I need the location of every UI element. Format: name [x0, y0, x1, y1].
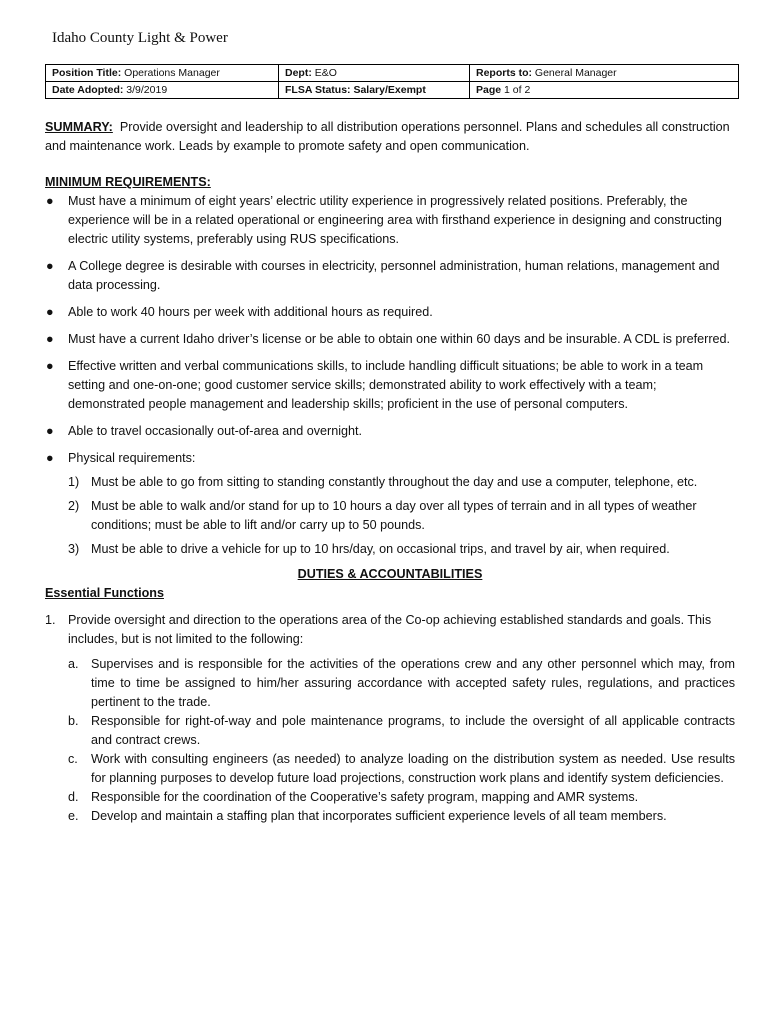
company-name: Idaho County Light & Power	[52, 30, 228, 46]
duties-title: DUTIES & ACCOUNTABILITIES	[297, 567, 483, 581]
list-item: c. Work with consulting engineers (as needed) to analyze loading on the distribution system as needed. Use results for planning purposes to develop future load projections, construction work plans and identify system deficiencies.	[68, 752, 735, 785]
date-adopted-value: 3/9/2019	[126, 84, 168, 96]
bullet-icon: ●	[46, 194, 54, 208]
list-item: a. Supervises and is responsible for the activities of the operations crew and any other personnel which may, from time to time be assigned to him/her assuring accordance with accepted safety rules, regulations, and practices pertinent to the trade.	[68, 657, 735, 709]
list-item: b. Responsible for right-of-way and pole maintenance programs, to include the oversight of all applicable contracts and contract crews.	[68, 714, 735, 747]
list-item: ● Able to work 40 hours per week with additional hours as required.	[45, 303, 735, 322]
flsa-status-cell: FLSA Status: Salary/Exempt	[279, 82, 470, 99]
duty-item-1: 1. Provide oversight and direction to the operations area of the Co-op achieving established standards and goals. This includes, but is not limited to the following: a. Supervises and is responsible for the activities of the operations crew and any other personnel which may, from time to time be assigned to him/her assuring accordance with accepted safety rules, regulations, and practices pertinent to the trade. b. Responsible for right-of-way and pole maintenance programs, to include the oversight of all applicable contracts and contract crews. c. Work with consulting engineers (as needed) to analyze loading on the distribution system as needed. Use results for planning purposes to develop future load projections, construction work plans and identify system deficiencies. d. Responsible for the coordination of the Cooperative’s safety program, mapping and AMR systems. e. Develop and maintain a staffing plan that incorporates sufficient experience levels of all team members.	[45, 611, 735, 826]
list-item: ● Must have a minimum of eight years’ electric utility experience in progressively related positions. Preferably, the experience will be in a related operational or engineering area with firsthand experience in designing and constructing electric utility systems, preferably using RUS specifications.	[46, 194, 722, 246]
page-number-value: 1 of 2	[504, 84, 531, 96]
bullet-icon: ●	[46, 451, 54, 465]
reports-to-value: General Manager	[534, 67, 617, 79]
bullet-icon: ●	[46, 259, 54, 273]
document-body	[45, 118, 735, 826]
bullet-icon: ●	[46, 332, 54, 346]
summary-label: SUMMARY:	[45, 120, 113, 134]
page-number-cell: Page 1 of 2	[470, 82, 739, 99]
header-row-1	[46, 65, 739, 82]
requirements-list	[45, 192, 735, 559]
summary-text: Provide oversight and leadership to all distribution operations personnel. Plans and schedules all construction and maintenance work. Leads by example to promote safety and open communication.	[45, 120, 730, 153]
list-item: ● Effective written and verbal communications skills, to include handling difficult situations; be able to work in a team setting and one-on-one; good customer service skills; demonstrated ability to work effectively with a team; demonstrated people management and leadership skills; proficient in the use of personal computers.	[46, 359, 704, 411]
list-item: ● A College degree is desirable with courses in electricity, personnel administration, human relations, management and data processing.	[46, 259, 720, 292]
list-item: d. Responsible for the coordination of the Cooperative’s safety program, mapping and AMR systems.	[68, 790, 639, 804]
physical-requirements-list	[68, 473, 735, 559]
essential-functions-title: Essential Functions	[45, 586, 164, 600]
duty-sub-list	[68, 655, 735, 826]
bullet-icon: ●	[46, 305, 54, 319]
list-item: 1) Must be able to go from sitting to standing constantly throughout the day and use a computer, telephone, etc.	[68, 475, 698, 489]
reports-to-cell: Reports to: General Manager	[470, 65, 739, 82]
dept-cell: Dept: E&O	[279, 65, 470, 82]
header-row-2	[46, 82, 739, 99]
list-item: e. Develop and maintain a staffing plan that incorporates sufficient experience levels of all team members.	[68, 809, 667, 823]
list-item: ● Physical requirements: 1) Must be able to go from sitting to standing constantly throughout the day and use a computer, telephone, etc. 2) Must be able to walk and/or stand for up to 10 hours a day over all types of terrain and in all types of weather conditions; must be able to lift and/or carry up to 50 pounds. 3) Must be able to drive a vehicle for up to 10 hrs/day, on occasional trips, and travel by air, when required.	[45, 449, 735, 559]
list-item: ● Must have a current Idaho driver’s license or be able to obtain one within 60 days and be insurable. A CDL is preferred.	[45, 330, 735, 349]
list-item: 3) Must be able to drive a vehicle for up to 10 hrs/day, on occasional trips, and travel by air, when required.	[68, 542, 670, 556]
bullet-icon: ●	[46, 424, 54, 438]
position-title-value: Operations Manager	[124, 67, 220, 79]
position-header-table	[45, 64, 739, 99]
minimum-requirements-title: MINIMUM REQUIREMENTS:	[45, 175, 211, 189]
list-item: 2) Must be able to walk and/or stand for up to 10 hours a day over all types of terrain and in all types of weather conditions; must be able to lift and/or carry up to 50 pounds.	[68, 499, 697, 532]
bullet-icon: ●	[46, 359, 54, 373]
dept-value: E&O	[314, 67, 337, 79]
date-adopted-cell: Date Adopted: 3/9/2019	[46, 82, 279, 99]
position-title-cell: Position Title: Operations Manager	[46, 65, 279, 82]
list-item: ● Able to travel occasionally out-of-area and overnight.	[45, 422, 735, 441]
summary-paragraph	[45, 118, 735, 156]
